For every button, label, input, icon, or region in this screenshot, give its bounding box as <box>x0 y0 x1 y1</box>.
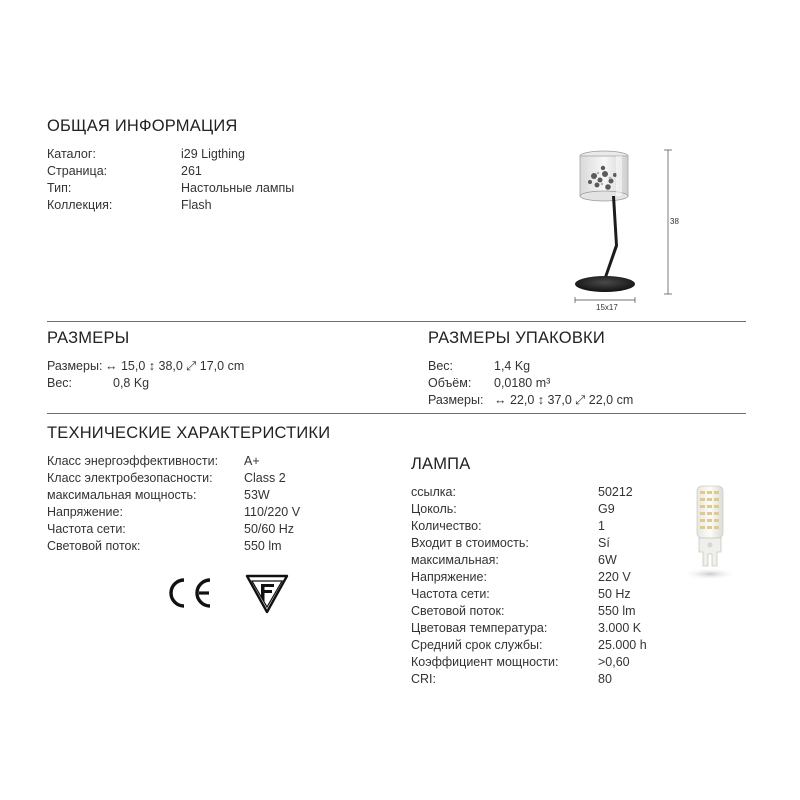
base-label: 15x17 <box>596 303 618 312</box>
general-key: Коллекция: <box>47 198 113 212</box>
technical-value: Class 2 <box>244 471 286 485</box>
lamp-value: 25.000 h <box>598 638 647 652</box>
lamp-value: 3.000 K <box>598 621 642 635</box>
technical-key: Напряжение: <box>47 505 123 519</box>
technical-value: 550 lm <box>244 539 282 553</box>
g9-bulb-image <box>680 482 740 582</box>
general-key: Тип: <box>47 181 72 195</box>
general-key: Каталог: <box>47 147 96 161</box>
lamp-value: G9 <box>598 502 615 516</box>
lamp-value: 50212 <box>598 485 633 499</box>
technical-key: Класс электробезопасности: <box>47 471 213 485</box>
lamp-key: Напряжение: <box>411 570 487 584</box>
lamp-key: Частота сети: <box>411 587 490 601</box>
lamp-value: >0,60 <box>598 655 630 669</box>
technical-value: 50/60 Hz <box>244 522 295 536</box>
general-key: Страница: <box>47 164 108 178</box>
lamp-key: Цветовая температура: <box>411 621 548 635</box>
lamp-key: Цоколь: <box>411 502 457 516</box>
lamp-shade <box>580 151 628 201</box>
technical-key: максимальная мощность: <box>47 488 197 502</box>
lamp-value: Sí <box>598 536 610 550</box>
dimensions-weight-key: Вес: <box>47 376 73 390</box>
f-triangle-mark-icon <box>244 573 290 615</box>
divider <box>47 413 746 414</box>
dimensions-weight-value: 0,8 Kg <box>113 376 150 390</box>
technical-key: Класс энергоэффективности: <box>47 454 219 468</box>
lamp-key: CRI: <box>411 672 436 686</box>
packaging-value: 0,0180 m³ <box>494 376 551 390</box>
lamp-key: ссылка: <box>411 485 456 499</box>
lamp-key: Входит в стоимость: <box>411 536 529 550</box>
height-label: 38 <box>670 217 679 226</box>
technical-key: Световой поток: <box>47 539 141 553</box>
technical-key: Частота сети: <box>47 522 126 536</box>
packaging-value: 1,4 Kg <box>494 359 531 373</box>
general-value: Flash <box>181 198 212 212</box>
packaging-key: Вес: <box>428 359 454 373</box>
general-value: 261 <box>181 164 202 178</box>
lamp-value: 80 <box>598 672 612 686</box>
technical-value: 53W <box>244 488 270 502</box>
dimensions-size-key: Размеры: <box>47 359 103 373</box>
lamp-key: Средний срок службы: <box>411 638 543 652</box>
general-value: Настольные лампы <box>181 181 295 195</box>
general-value: i29 Ligthing <box>181 147 245 161</box>
packaging-title: РАЗМЕРЫ УПАКОВКИ <box>428 329 605 347</box>
lamp-value: 550 lm <box>598 604 636 618</box>
table-lamp-drawing <box>560 140 700 315</box>
lamp-value: 220 V <box>598 570 631 584</box>
technical-value: A+ <box>244 454 260 468</box>
dimensions-size-value: ↔ 15,0 ↕ 38,0 ⤢ 17,0 cm <box>105 359 245 373</box>
lamp-key: Количество: <box>411 519 482 533</box>
technical-value: 110/220 V <box>244 505 301 519</box>
lamp-title: ЛАМПА <box>411 455 471 473</box>
lamp-key: Коэффициент мощности: <box>411 655 559 669</box>
ce-mark-icon <box>166 576 216 610</box>
lamp-key: максимальная: <box>411 553 499 567</box>
dimensions-title: РАЗМЕРЫ <box>47 329 130 347</box>
divider <box>47 321 746 322</box>
packaging-key: Размеры: <box>428 393 484 407</box>
lamp-value: 6W <box>598 553 617 567</box>
packaging-value: ↔ 22,0 ↕ 37,0 ⤢ 22,0 cm <box>494 393 634 407</box>
packaging-key: Объём: <box>428 376 472 390</box>
lamp-stem <box>603 196 618 280</box>
lamp-base <box>575 276 635 292</box>
lamp-key: Световой поток: <box>411 604 505 618</box>
lamp-value: 1 <box>598 519 605 533</box>
general-info-title: ОБЩАЯ ИНФОРМАЦИЯ <box>47 117 238 135</box>
lamp-value: 50 Hz <box>598 587 631 601</box>
technical-title: ТЕХНИЧЕСКИЕ ХАРАКТЕРИСТИКИ <box>47 424 331 442</box>
